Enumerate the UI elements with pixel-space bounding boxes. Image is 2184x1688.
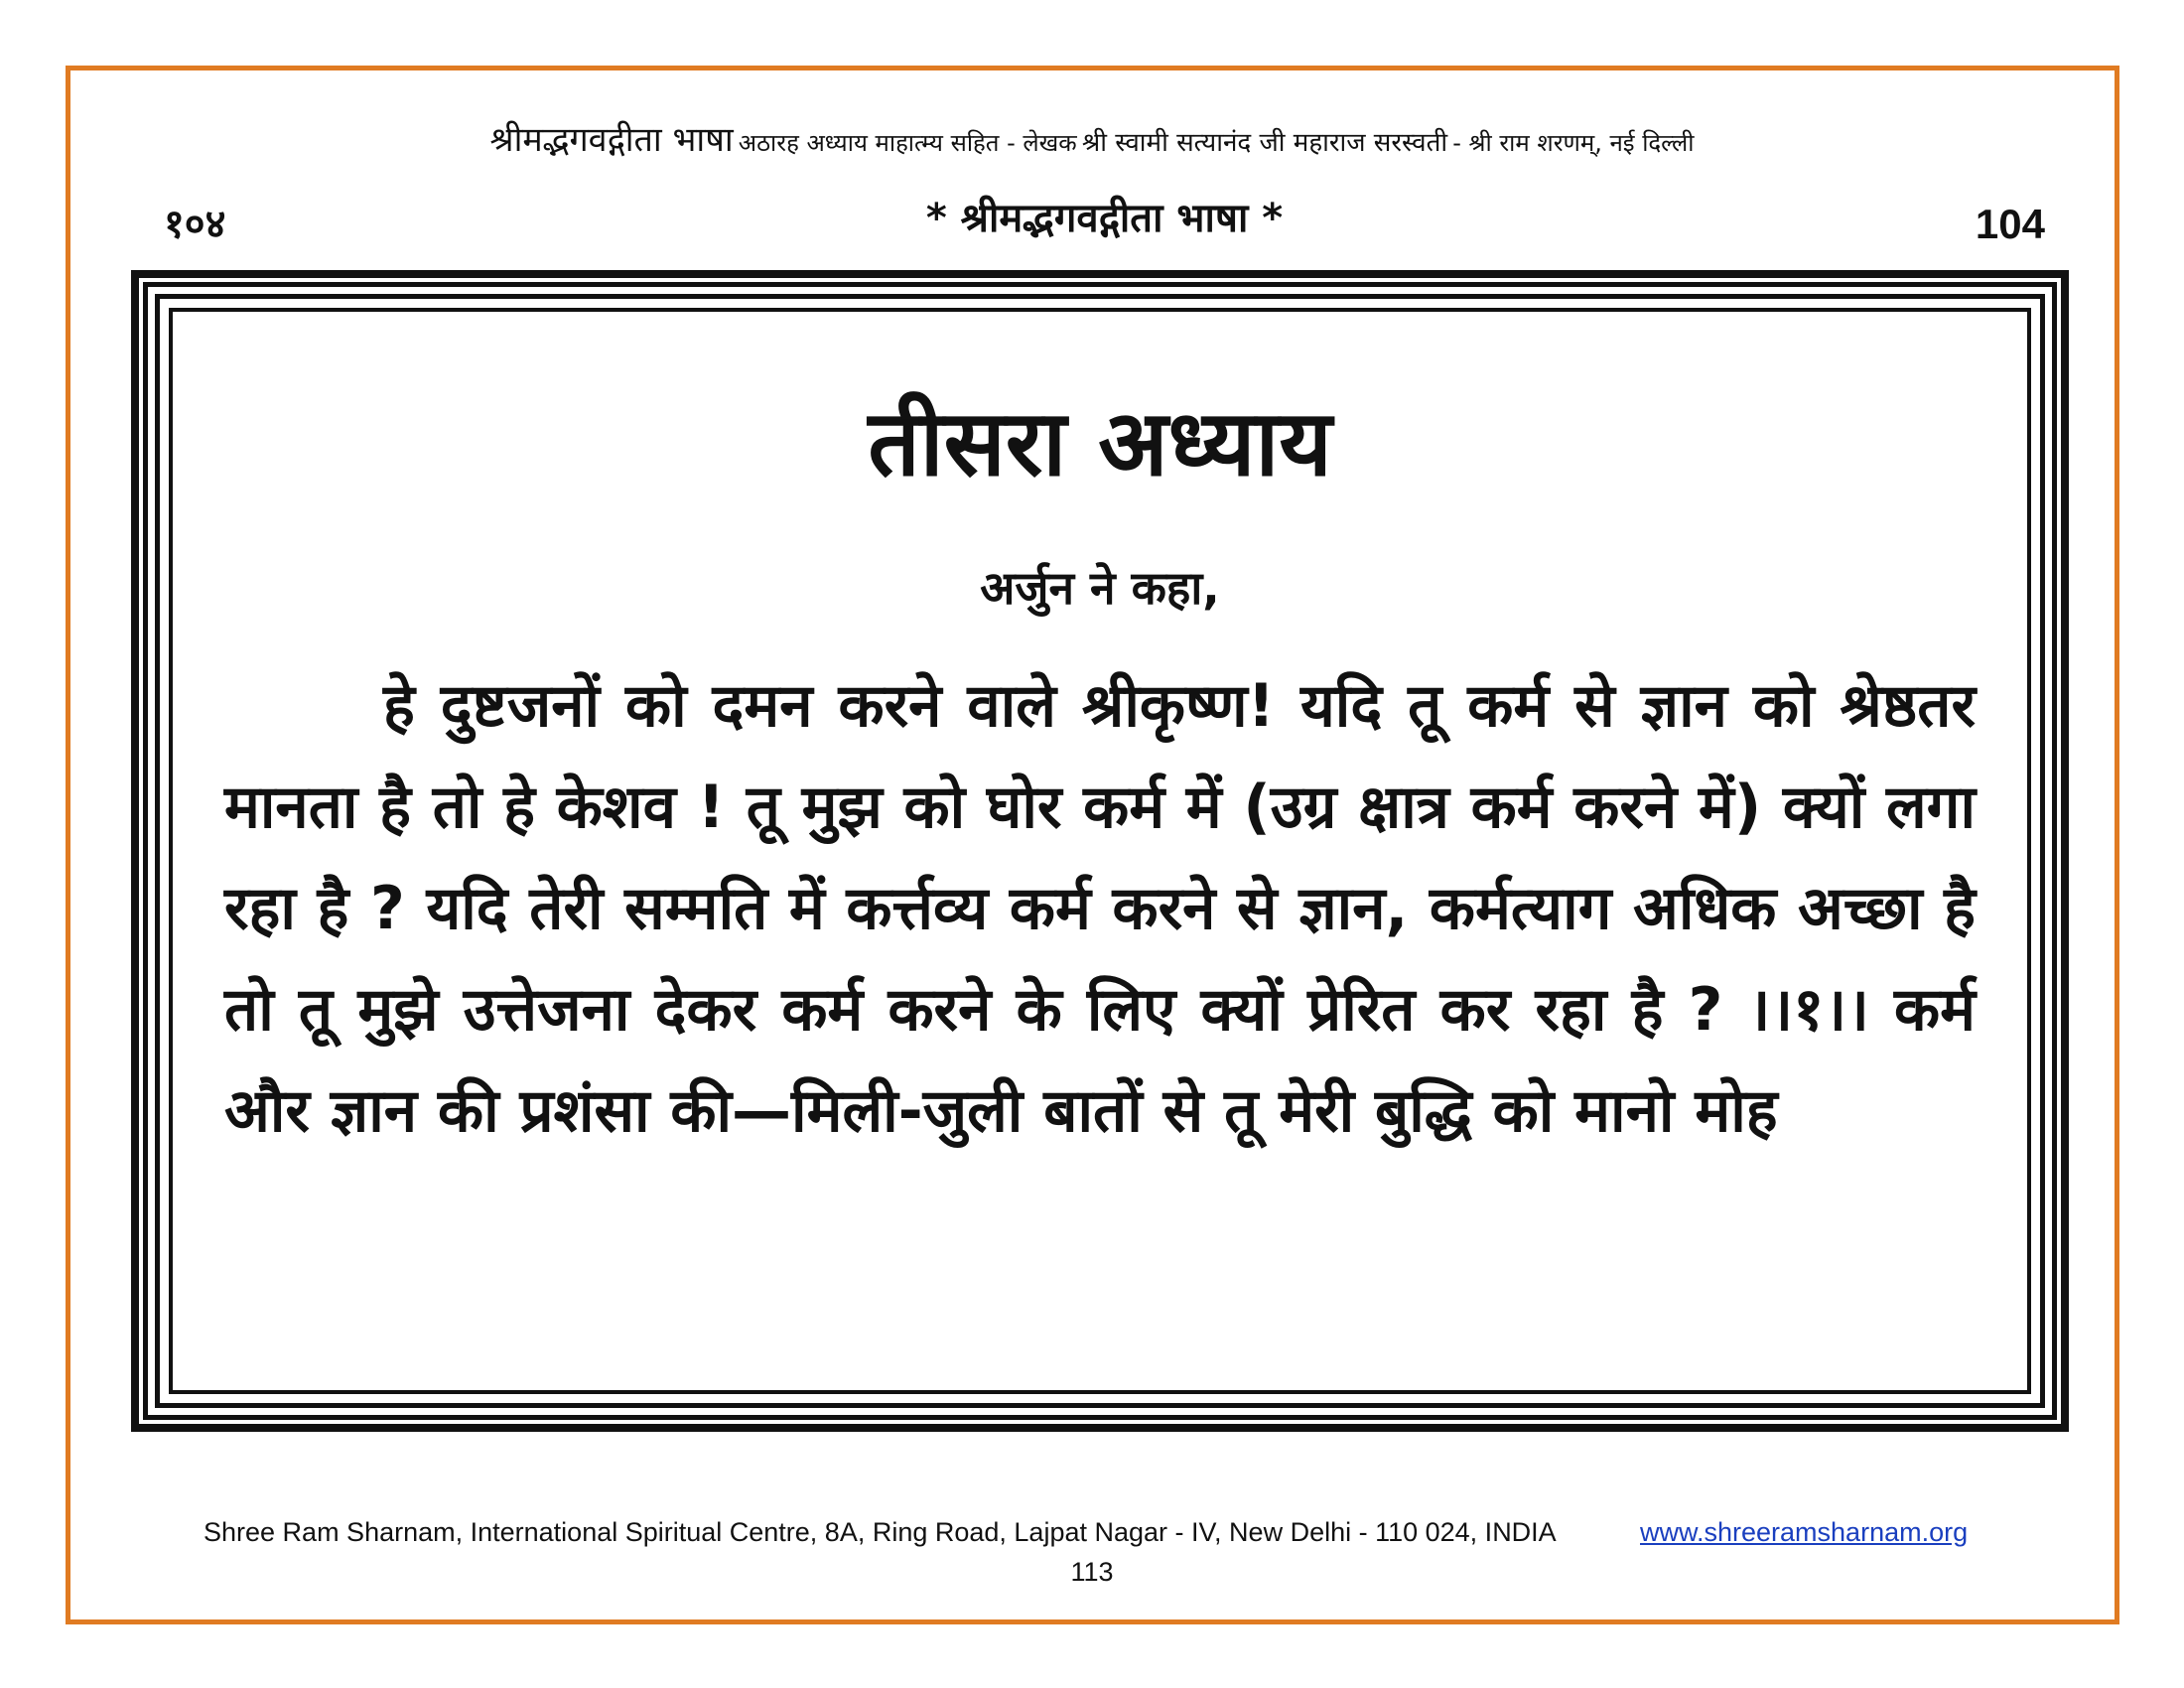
page-number-arabic: 104 — [1975, 201, 2045, 247]
speaker-line: अर्जुन ने कहा, — [980, 561, 1220, 615]
book-page-header — [164, 189, 2045, 248]
book-title: श्रीमद्भगवद्गीता भाषा — [489, 120, 734, 160]
author-name: श्री स्वामी सत्यानंद जी महाराज सरस्वती — [1081, 128, 1448, 158]
header-separator: - — [1452, 129, 1469, 157]
page-number-devanagari: १०४ — [164, 202, 226, 247]
website-link[interactable]: www.shreeramsharnam.org — [1640, 1517, 1969, 1547]
pdf-page-number: 113 — [1070, 1557, 1114, 1587]
document-header — [99, 115, 2085, 161]
chapter-title: तीसरा अध्याय — [868, 390, 1332, 496]
running-title: * श्रीमद्भगवद्गीता भाषा * — [925, 196, 1284, 241]
verse-paragraph: हे दुष्टजनों को दमन करने वाले श्रीकृष्ण! यदि तू कर्म से ज्ञान को श्रेष्ठतर मानता है तो हे केशव ! तू मुझ को घोर कर्म में (उग्र क्षात्र कर्म करने में) क्यों लगा रहा है ? यदि तेरी सम्मति में कर्त्तव्य कर्म करने से ज्ञान, कर्मत्याग अधिक अच्छा है तो तू मुझे उत्तेजना देकर कर्म करने के लिए क्यों प्रेरित कर रहा है ? ।।१।। कर्म और ज्ञान की प्रशंसा की—मिली-जुली बातों से तू मेरी बुद्धि को मानो मोह — [224, 671, 1976, 1146]
book-subtitle: अठारह अध्याय माहात्म्य सहित - लेखक — [738, 129, 1077, 157]
publisher-name: श्री राम शरणम्, नई दिल्ली — [1468, 129, 1695, 157]
footer-address: Shree Ram Sharnam, International Spiritual Centre, 8A, Ring Road, Lajpat Nagar - IV, New Delhi - 110 024, INDIA — [204, 1517, 1557, 1547]
